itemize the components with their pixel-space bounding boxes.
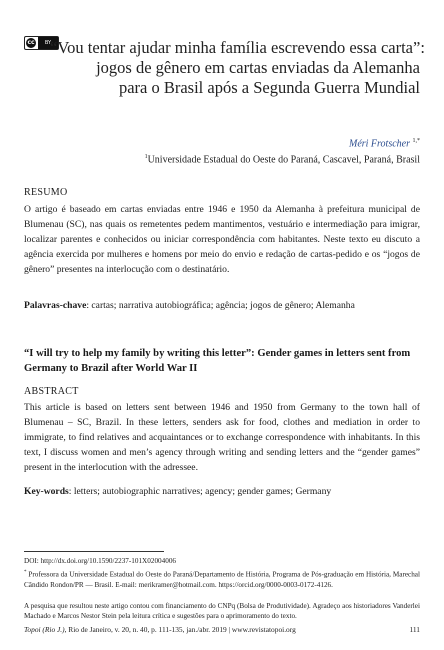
abstract-keywords-text: : letters; autobiographic narratives; agency; gender games; Germany	[68, 486, 332, 497]
author-marks: 1,*	[412, 138, 420, 144]
title-line-1: “Vou tentar ajudar minha família escrevendo essa carta”:	[50, 38, 425, 57]
creative-commons-icon: cc	[27, 39, 35, 46]
title-line-3: para o Brasil após a Segunda Guerra Mundial	[118, 78, 420, 97]
affiliation-mark: 1	[144, 154, 148, 160]
resumo-keywords-text: : cartas; narrativa autobiográfica; agência; jogos de gênero; Alemanha	[86, 300, 355, 311]
footnote-funding: A pesquisa que resultou neste artigo contou com financiamento do CNPq (Bolsa de Produtividade). Agradeço aos historiadores Vanderlei Machado e Marcos Nestor Stein pela leitura crítica e sugestões para o aprimoramento do texto.	[24, 602, 420, 621]
footnote-author	[24, 568, 420, 590]
running-footer	[24, 625, 296, 634]
english-title: “I will try to help my family by writing this letter”: Gender games in letters sent from Germany to Brazil after World War II	[24, 348, 411, 374]
resumo-body: O artigo é baseado em cartas enviadas entre 1946 e 1950 da Alemanha à prefeitura municipal de Blumenau (SC), nas quais os remetentes pedem mantimentos, vestuário e intermediação para imigrar, localizar parentes e conhecidos ou iniciar correspondência com habitantes. Neste texto eu discuto a agência exercida por mulheres e homens por meio do envio e redação de cartas-pedido e os “jogos de gênero” presentes na interlocução com o destinatário.	[24, 204, 420, 276]
journal-name: Topoi (Rio J.)	[24, 625, 65, 634]
abstract-keywords-label: Key-words	[24, 486, 69, 497]
abstract-keywords	[24, 486, 420, 497]
affiliation-text: Universidade Estadual do Oeste do Paraná, Cascavel, Paraná, Brasil	[147, 154, 420, 166]
footnote-author-mark: *	[24, 570, 27, 575]
affiliation	[145, 154, 420, 165]
footnote-doi[interactable]: DOI: http://dx.doi.org/10.1590/2237-101X02004006	[24, 557, 177, 565]
by-label: BY	[38, 37, 58, 49]
footnote-divider	[24, 551, 164, 552]
author-name[interactable]: Méri Frotscher	[348, 138, 410, 150]
abstract-body: This article is based on letters sent between 1946 and 1950 from Germany to the town hall of Blumenau – SC, Brazil. In these letters, senders ask for food, clothes and mediation in order to immigrate, to find relatives and acquaintances or to exchange correspondence with inhabitants. In this text, I discuss women and men’s agency through writing and sending letters and the “gender games” present in the interlocution with the adressee.	[24, 402, 420, 473]
article-title	[50, 38, 425, 98]
abstract-heading: ABSTRACT	[24, 386, 79, 397]
resumo-keywords-label: Palavras-chave	[24, 300, 87, 311]
title-line-2: jogos de gênero em cartas enviadas da Alemanha	[96, 58, 420, 77]
resumo-heading: RESUMO	[24, 187, 68, 198]
footnote-author-text: Professora da Universidade Estadual do Oeste do Paraná/Departamento de História, Programa de Pós-graduação em História, Marechal Cândido Rondon/PR — Brasil. E-mail: merikramer@hotmail.com. https://orcid.org/0000-0003-0172-4126.	[24, 570, 420, 589]
citation-text: , Rio de Janeiro, v. 20, n. 40, p. 111-135, jan./abr. 2019 | www.revistatopoi.org	[64, 625, 296, 634]
resumo-keywords	[24, 300, 420, 311]
author-line	[349, 138, 420, 149]
page-number: 111	[409, 625, 420, 634]
